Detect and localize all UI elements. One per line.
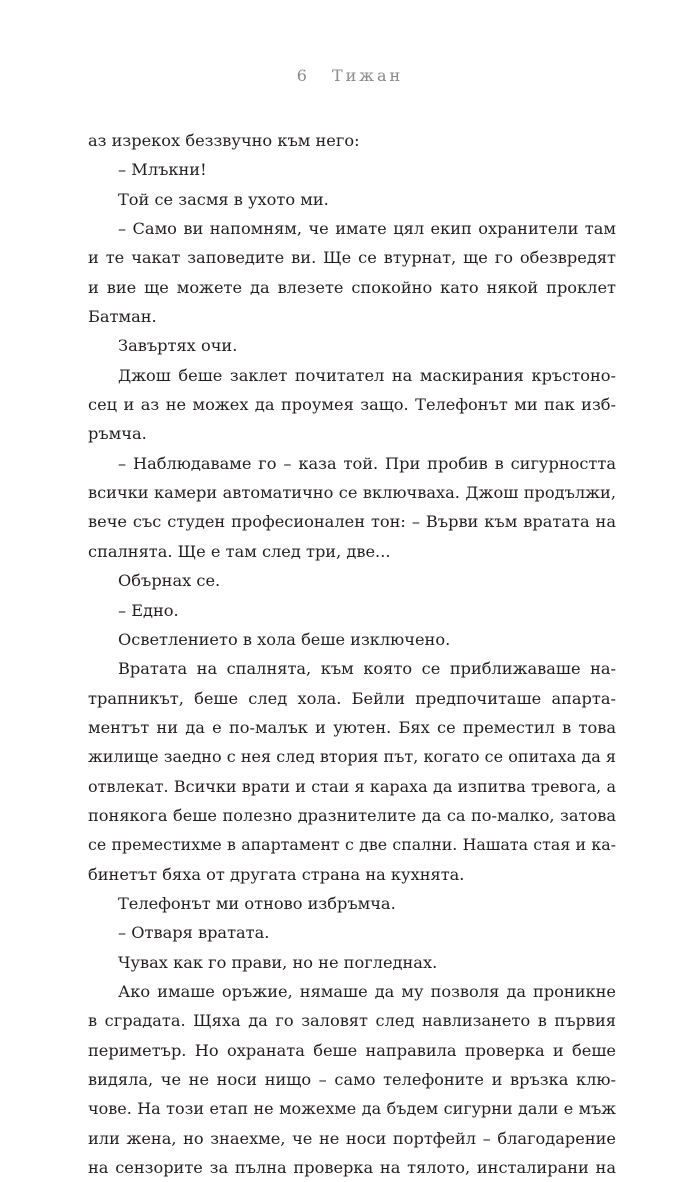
text-line: Завъртях очи.	[118, 336, 238, 356]
text-line: ръмча.	[88, 424, 147, 444]
text-line: Вратата на спалнята, към която се приближаваше на-	[118, 659, 616, 679]
text-line: – Само ви напомням, че имате цял екип охранители там	[118, 219, 616, 239]
text-line: – Наблюдаваме го – каза той. При пробив в сигурността	[118, 453, 616, 473]
page-number: 6	[296, 66, 310, 85]
text-line: понякога беше полезно дразнителите да са по-малко, затова	[88, 805, 616, 825]
text-line: на сензорите за пълна проверка на тялото, инсталирани на	[88, 1158, 616, 1178]
text-line: в сградата. Щяха да го заловят след навлизането в първия	[88, 1011, 616, 1031]
text-line: Джош беше заклет почитател на маскирания кръстоно-	[118, 365, 616, 385]
text-line: бинетът бяха от другата страна на кухнята.	[88, 864, 465, 884]
text-line: се преместихме в апартамент с две спални. Нашата стая и ка-	[88, 835, 616, 855]
text-line: Батман.	[88, 307, 157, 327]
text-line: или жена, но знаехме, че не носи портфейл – благодарение	[88, 1128, 616, 1148]
text-line: – Отваря вратата.	[118, 923, 270, 943]
text-line: Обърнах се.	[118, 571, 221, 591]
text-line: Телефонът ми отново избръмча.	[118, 893, 396, 913]
running-header	[0, 66, 700, 86]
text-line: Той се засмя в ухото ми.	[118, 189, 329, 209]
text-line: аз изрекох беззвучно към него:	[88, 131, 360, 150]
text-line: ментът ни да е по-малък и уютен. Бях се преместил в това	[88, 717, 616, 737]
text-line: и те чакат заповедите ви. Ще се втурнат, ще го обезвредят	[88, 248, 616, 268]
text-line: трапникът, беше след хола. Бейли предпочиташе апарта-	[88, 688, 616, 708]
text-line: отвлекат. Всички врати и стаи я караха да изпитва тревога, а	[88, 776, 616, 796]
text-line: Осветлението в хола беше изключено.	[118, 629, 451, 649]
text-line: Чувах как го прави, но не погледнах.	[118, 952, 438, 972]
text-line: и вие ще можете да влезете спокойно като някой проклет	[88, 277, 616, 297]
text-line: чове. На този етап не можехме да бъдем сигурни дали е мъж	[88, 1099, 616, 1119]
text-line: периметър. Но охраната беше направила проверка и беше	[88, 1040, 616, 1060]
text-line: – Млъкни!	[118, 160, 207, 180]
text-line: видяла, че не носи нищо – само телефоните и връзка клю-	[88, 1070, 616, 1089]
text-line: – Едно.	[118, 600, 179, 620]
running-title: Тижан	[331, 66, 404, 85]
text-line: жилище заедно с нея след втория път, когато се опитаха да я	[88, 747, 616, 767]
text-line: сец и аз не можех да проумея защо. Телефонът ми пак изб-	[88, 395, 616, 415]
body-text	[88, 126, 616, 1182]
text-line: всички камери автоматично се включваха. Джош продължи,	[88, 483, 616, 503]
text-line: спалнята. Ще е там след три, две...	[88, 541, 391, 561]
text-line: вече със студен професионален тон: – Върви към вратата на	[88, 512, 616, 532]
text-line: Ако имаше оръжие, нямаше да му позволя да проникне	[118, 981, 616, 1001]
